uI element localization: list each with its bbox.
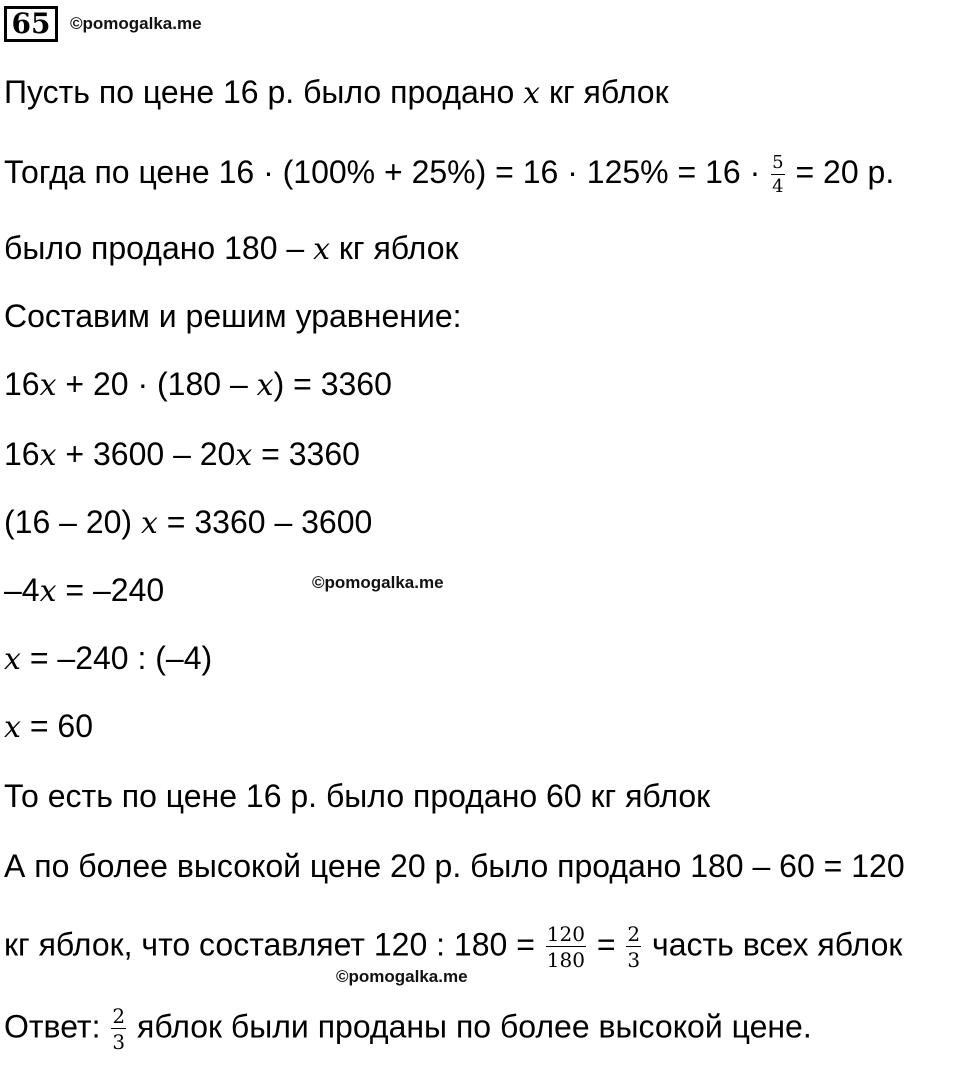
eq-1-part-b: + 20 · (180 –: [56, 366, 257, 402]
solution-line-12: [4, 846, 905, 886]
eq-2-part-a: 16: [4, 436, 40, 472]
task-header: [4, 4, 202, 44]
line-3-text-end: кг яблок: [329, 230, 459, 266]
fraction-denominator: 180: [546, 948, 585, 972]
line-2-text-start: Тогда по цене 16 · (100% + 25%) = 16 · 125% = 16 ·: [4, 154, 770, 190]
answer-fraction-2-3: [111, 1006, 126, 1052]
fraction-numerator: 2: [112, 1004, 126, 1028]
eq-3-part-b: = 3360 – 3600: [157, 504, 373, 540]
variable-x: x: [4, 642, 21, 677]
solution-line-1: [4, 72, 669, 112]
variable-x: x: [313, 232, 330, 267]
variable-x: x: [39, 574, 57, 609]
variable-x: x: [235, 438, 253, 473]
line-12-text: А по более высокой цене 20 р. было продано 180 – 60 = 120: [4, 848, 905, 884]
line-1-text-end: кг яблок: [540, 74, 669, 110]
answer-label: Ответ:: [4, 1008, 110, 1045]
line-13-text-start: кг яблок, что составляет 120 : 180 =: [4, 926, 544, 963]
fraction-numerator: 2: [627, 922, 641, 946]
variable-x: x: [4, 710, 21, 745]
equation-line-3: [4, 502, 372, 542]
fraction-120-180: [546, 924, 586, 970]
fraction-denominator: 3: [627, 948, 641, 972]
equation-line-5: [4, 638, 212, 678]
variable-x: x: [256, 368, 274, 403]
equation-line-1: [4, 364, 392, 404]
line-4-text: Составим и решим уравнение:: [4, 298, 462, 334]
line-1-text-start: Пусть по цене 16 р. было продано: [4, 74, 524, 110]
line-3-text-start: было продано 180 –: [4, 230, 314, 266]
line-2-text-end: = 20 р.: [786, 154, 895, 190]
answer-text: яблок были проданы по более высокой цене.: [128, 1008, 812, 1045]
eq-2-part-b: + 3600 – 20: [56, 436, 236, 472]
watermark-header: ©pomogalka.me: [70, 14, 202, 33]
line-13-equals: =: [587, 926, 625, 963]
fraction-2-3: [626, 924, 641, 970]
fraction-numerator: 5: [772, 151, 784, 173]
equation-line-2: [4, 434, 360, 474]
task-number-badge: 65: [4, 6, 58, 42]
solution-line-2: [4, 151, 895, 197]
variable-x: x: [39, 438, 57, 473]
eq-4-part-b: = –240: [56, 572, 165, 608]
fraction-5-4: [771, 151, 784, 197]
fraction-denominator: 4: [772, 175, 784, 197]
variable-x: x: [523, 76, 541, 111]
line-13-text-end: часть всех яблок: [643, 926, 903, 963]
line-11-text: То есть по цене 16 р. было продано 60 кг яблок: [4, 778, 711, 814]
answer-line: [4, 1004, 812, 1054]
eq-5-part-b: = –240 : (–4): [20, 640, 213, 676]
watermark-middle: ©pomogalka.me: [312, 573, 444, 592]
equation-line-6: [4, 706, 93, 746]
solution-line-13: [4, 922, 903, 972]
variable-x: x: [140, 506, 158, 541]
eq-3-part-a: (16 – 20): [4, 504, 141, 540]
solution-line-4: [4, 296, 462, 336]
eq-2-part-c: = 3360: [252, 436, 360, 472]
equation-line-4: [4, 570, 164, 610]
fraction-denominator: 3: [112, 1030, 126, 1054]
eq-1-part-a: 16: [4, 366, 40, 402]
fraction-numerator: 120: [546, 922, 585, 946]
solution-line-3: [4, 228, 458, 268]
solution-line-11: [4, 776, 710, 816]
variable-x: x: [39, 368, 57, 403]
watermark-bottom: ©pomogalka.me: [336, 967, 468, 986]
eq-4-part-a: –4: [4, 572, 40, 608]
eq-1-part-c: ) = 3360: [273, 366, 392, 402]
eq-6-part-b: = 60: [20, 708, 93, 744]
